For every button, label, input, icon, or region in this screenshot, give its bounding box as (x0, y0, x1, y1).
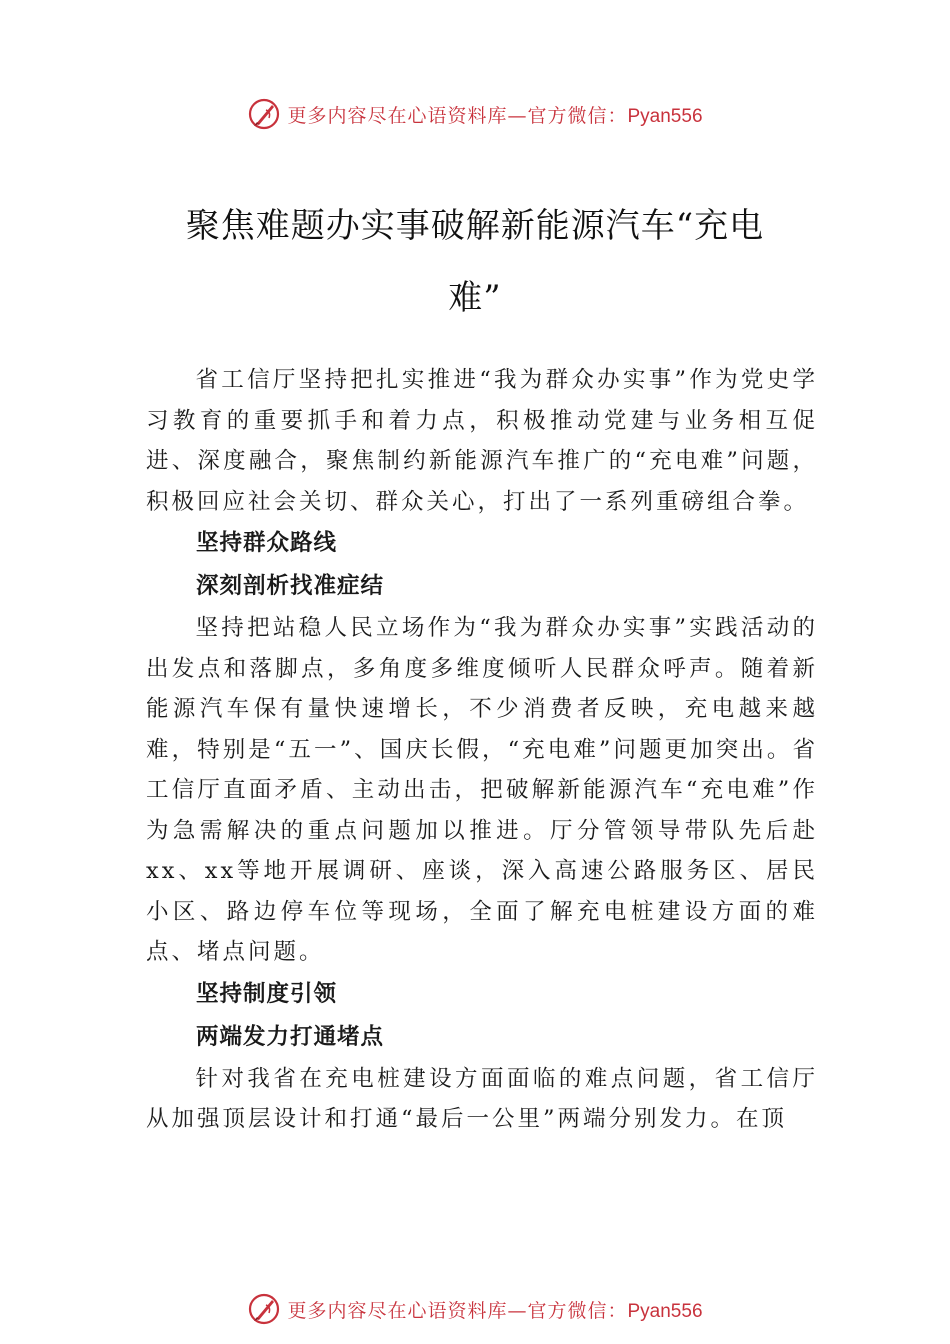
title-line-1: 聚焦难题办实事破解新能源汽车“充电 (185, 206, 765, 246)
watermark-text: 更多内容尽在心语资料库—官方微信：Pyan556 (287, 1299, 703, 1322)
document-title (150, 190, 800, 334)
section2-subheading: 两端发力打通堵点 (196, 1023, 385, 1050)
document-body (146, 360, 818, 1140)
section2-paragraph: 针对我省在充电桩建设方面面临的难点问题，省工信厅从加强顶层设计和打通“最后一公里”两端分别发力。在顶 (146, 1065, 818, 1132)
section2-heading: 坚持制度引领 (196, 980, 338, 1007)
watermark-banner-bottom (0, 1287, 950, 1331)
quill-pen-logo-icon (247, 97, 281, 131)
watermark-text: 更多内容尽在心语资料库—官方微信：Pyan556 (287, 104, 703, 127)
wechat-id: Pyan556 (627, 105, 703, 127)
title-line-2: 难” (448, 278, 502, 318)
watermark-banner-top (0, 92, 950, 136)
section1-subheading: 深刻剖析找准症结 (196, 573, 385, 599)
section1-heading: 坚持群众路线 (196, 530, 338, 556)
section1-paragraph: 坚持把站稳人民立场作为“我为群众办实事”实践活动的出发点和落脚点，多角度多维度倾听人民群众呼声。随着新能源汽车保有量快速增长，不少消费者反映，充电越来越难，特别是“五一”、国庆长假，“充电难”问题更加突出。省工信厅直面矛盾、主动出击，把破解新能源汽车“充电难”作为急需解决的重点问题加以推进。厅分管领导带队先后赴xx、xx等地开展调研、座谈，深入高速公路服务区、居民小区、路边停车位等现场，全面了解充电桩建设方面的难点、堵点问题。 (146, 615, 818, 965)
intro-paragraph: 省工信厅坚持把扎实推进“我为群众办实事”作为党史学习教育的重要抓手和着力点，积极推动党建与业务相互促进、深度融合，聚焦制约新能源汽车推广的“充电难”问题，积极回应社会关切、群众关心，打出了一系列重磅组合拳。 (146, 367, 818, 515)
wechat-id: Pyan556 (627, 1300, 703, 1322)
quill-pen-logo-icon (247, 1292, 281, 1326)
